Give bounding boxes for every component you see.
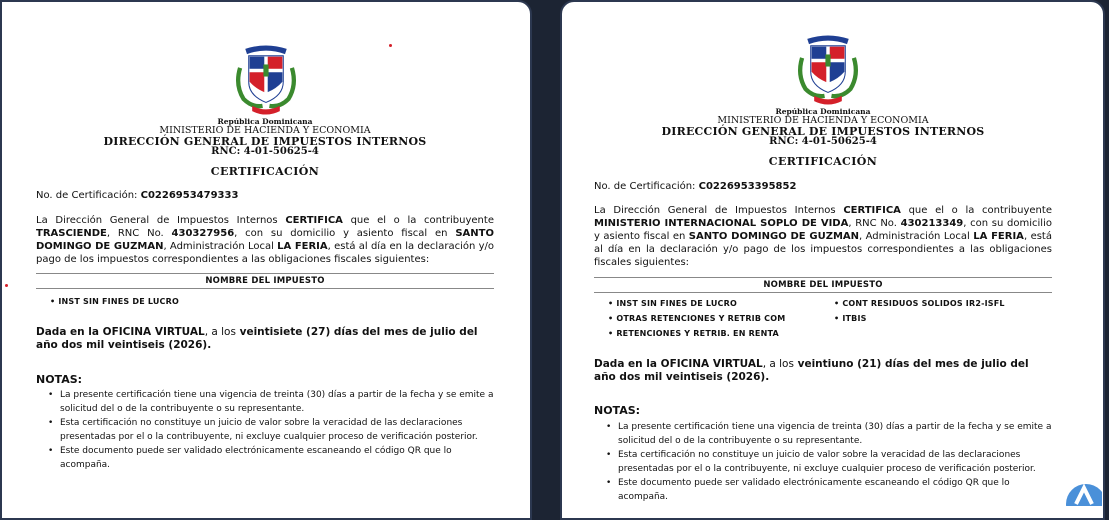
- header-ministerio: MINISTERIO DE HACIENDA Y ECONOMIA: [159, 124, 371, 136]
- dada-days: veintisiete (27) días del mes de julio del año dos mil veintiseis (2026): [36, 326, 478, 351]
- body-text: , con su domicilio y asiento fiscal en: [234, 228, 448, 239]
- issue-date-statement: [594, 358, 1054, 384]
- header-direccion: DIRECCIÓN GENERAL DE IMPUESTOS INTERNOS: [103, 134, 427, 148]
- note-item: • Este documento puede ser validado electrónicamente escaneando el código QR que lo acompaña.: [48, 444, 496, 472]
- certificate-document-right: [560, 0, 1105, 520]
- note-item: • Este documento puede ser validado electrónicamente escaneando el código QR que lo acompaña.: [606, 476, 1054, 504]
- header-certificacion: CERTIFICACIÓN: [768, 154, 878, 168]
- notes-title: NOTAS:: [594, 404, 641, 417]
- note-item: • Esta certificación no constituye un juicio de valor sobre la veracidad de las declaraciones presentadas por el o la contribuyente, ni excluye cualquier proceso de verificación posterior.: [606, 448, 1054, 476]
- certificate-number-label: No. de Certificación:: [36, 190, 138, 201]
- body-text: que el o la contribuyente: [350, 215, 494, 226]
- body-text: , RNC No.: [848, 218, 897, 229]
- dada-text: .: [207, 339, 212, 351]
- document-header: [620, 108, 1026, 167]
- coat-of-arms-icon: [790, 32, 866, 112]
- dada-text: , a los: [204, 326, 236, 338]
- header-rnc: RNC: 4-01-50625-4: [211, 146, 319, 158]
- tax-item-label: ITBIS: [842, 314, 867, 323]
- body-text: , está al día en la declaración y/o pago de los impuestos correspondientes a las obligaciones fiscales siguientes:: [594, 231, 1052, 268]
- dada-text: .: [765, 371, 770, 383]
- red-mark: [5, 284, 8, 287]
- certification-body: [594, 204, 1052, 269]
- tax-table-header: NOMBRE DEL IMPUESTO: [36, 273, 494, 289]
- tax-item: • CONT RESIDUOS SOLIDOS IR2-ISFL: [834, 299, 1005, 308]
- local-office: LA FERIA: [277, 241, 328, 252]
- tax-item-label: OTRAS RETENCIONES Y RETRIB COM: [616, 314, 786, 323]
- dada-days: veintiuno (21) días del mes de julio del año dos mil veintiseis (2026): [594, 358, 1029, 383]
- notes-title: NOTAS:: [36, 373, 83, 386]
- red-mark: [389, 44, 392, 47]
- note-item: • Esta certificación no constituye un juicio de valor sobre la veracidad de las declaraciones presentadas por el o la contribuyente, ni excluye cualquier proceso de verificación posterior.: [48, 416, 496, 444]
- tax-item: • OTRAS RETENCIONES Y RETRIB COM: [608, 314, 786, 323]
- body-certifica: CERTIFICA: [285, 215, 343, 226]
- dada-text: Dada en la: [594, 358, 657, 370]
- tax-item: • INST SIN FINES DE LUCRO: [608, 299, 737, 308]
- body-certifica: CERTIFICA: [843, 205, 901, 216]
- certificate-number: C0226953395852: [698, 181, 797, 192]
- tax-item: • ITBIS: [834, 314, 867, 323]
- certificate-number-label: No. de Certificación:: [594, 181, 696, 192]
- certificate-number-line: [36, 189, 496, 202]
- body-text: , está al día en la declaración y/o pago de los impuestos correspondientes a las obligaciones fiscales siguientes:: [36, 241, 494, 265]
- header-republica: República Dominicana: [775, 107, 871, 116]
- tax-item-label: INST SIN FINES DE LUCRO: [58, 297, 179, 306]
- body-text: , con su domicilio y asiento fiscal en: [594, 218, 1052, 242]
- tax-item-label: RETENCIONES Y RETRIB. EN RENTA: [616, 329, 779, 338]
- coat-of-arms-icon: [228, 42, 304, 122]
- dada-text: Dada en la: [36, 326, 99, 338]
- header-ministerio: MINISTERIO DE HACIENDA Y ECONOMIA: [717, 114, 929, 126]
- tax-item: • INST SIN FINES DE LUCRO: [50, 297, 179, 306]
- body-text: que el o la contribuyente: [908, 205, 1052, 216]
- tax-table-header: NOMBRE DEL IMPUESTO: [594, 277, 1052, 293]
- taxpayer-city: SANTO DOMINGO DE GUZMAN: [36, 228, 494, 252]
- local-office: LA FERIA: [973, 231, 1024, 242]
- note-item: • La presente certificación tiene una vigencia de treinta (30) días a partir de la fecha y se emite a solicitud del o de la contribuyente o su representante.: [606, 420, 1054, 448]
- certificate-document-left: [0, 0, 532, 520]
- note-item: • La presente certificación tiene una vigencia de treinta (30) días a partir de la fecha y se emite a solicitud del o de la contribuyente o su representante.: [48, 388, 496, 416]
- certificate-number: C0226953479333: [140, 190, 239, 201]
- notes-list: [606, 420, 1054, 504]
- body-text: , RNC No.: [106, 228, 164, 239]
- body-text: , Administración Local: [859, 231, 970, 242]
- header-direccion: DIRECCIÓN GENERAL DE IMPUESTOS INTERNOS: [661, 124, 985, 138]
- app-logo-icon: [1062, 478, 1102, 510]
- body-text: , Administración Local: [163, 241, 274, 252]
- taxpayer-city: SANTO DOMINGO DE GUZMAN: [688, 231, 860, 242]
- tax-item-label: INST SIN FINES DE LUCRO: [616, 299, 737, 308]
- dada-office: OFICINA VIRTUAL: [102, 326, 205, 338]
- issue-date-statement: [36, 326, 496, 352]
- body-text: La Dirección General de Impuestos Internos: [594, 205, 836, 216]
- dada-office: OFICINA VIRTUAL: [660, 358, 763, 370]
- body-text: La Dirección General de Impuestos Internos: [36, 215, 278, 226]
- notes-list: [48, 388, 496, 472]
- certificate-number-line: [594, 180, 1054, 193]
- header-rnc: RNC: 4-01-50625-4: [769, 136, 877, 148]
- document-header: [62, 118, 468, 177]
- tax-item: • RETENCIONES Y RETRIB. EN RENTA: [608, 329, 779, 338]
- taxpayer-name: TRASCIENDE: [36, 228, 107, 239]
- header-certificacion: CERTIFICACIÓN: [210, 164, 320, 178]
- dada-text: , a los: [762, 358, 794, 370]
- taxpayer-rnc: 430213349: [900, 218, 964, 229]
- taxpayer-rnc: 430327956: [171, 228, 235, 239]
- tax-item-label: CONT RESIDUOS SOLIDOS IR2-ISFL: [842, 299, 1005, 308]
- certification-body: [36, 214, 494, 266]
- header-republica: República Dominicana: [217, 117, 313, 126]
- taxpayer-name: MINISTERIO INTERNACIONAL SOPLO DE VIDA: [594, 218, 849, 229]
